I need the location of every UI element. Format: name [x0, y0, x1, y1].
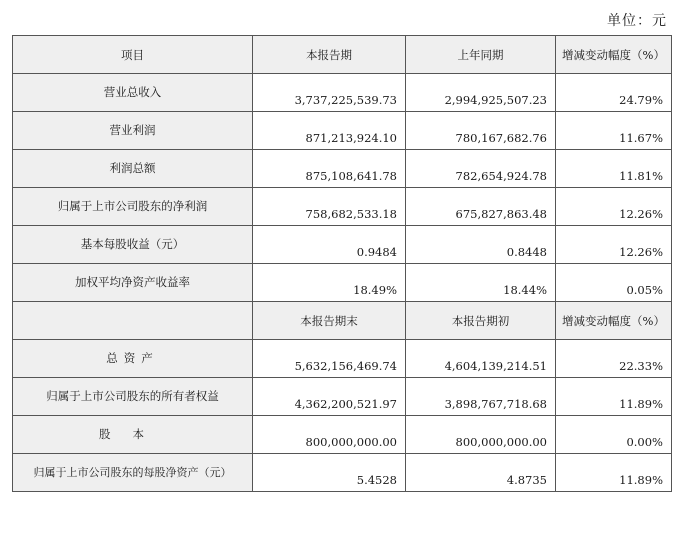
row-label: 营业利润 [13, 112, 253, 150]
row-label: 归属于上市公司股东的所有者权益 [13, 378, 253, 416]
table-row [13, 112, 672, 150]
row-label-text: 总资产 [106, 351, 159, 365]
change-value: 11.89% [556, 454, 672, 492]
table-row [13, 416, 672, 454]
current-value: 0.9484 [253, 226, 406, 264]
current-value: 875,108,641.78 [253, 150, 406, 188]
row-label: 利润总额 [13, 150, 253, 188]
change-value: 0.00% [556, 416, 672, 454]
table-row [13, 340, 672, 378]
row-label: 营业总收入 [13, 74, 253, 112]
current-value: 3,737,225,539.73 [253, 74, 406, 112]
previous-value: 4,604,139,214.51 [406, 340, 556, 378]
current-value: 4,362,200,521.97 [253, 378, 406, 416]
header-item: 项目 [13, 36, 253, 74]
financial-summary-table [12, 35, 672, 492]
header-change: 增减变动幅度（%） [556, 36, 672, 74]
previous-value: 4.8735 [406, 454, 556, 492]
change-value: 12.26% [556, 226, 672, 264]
table-row [13, 150, 672, 188]
subheader-period-end: 本报告期末 [253, 302, 406, 340]
previous-value: 675,827,863.48 [406, 188, 556, 226]
table-row [13, 226, 672, 264]
table-header-row [13, 36, 672, 74]
row-label: 加权平均净资产收益率 [13, 264, 253, 302]
current-value: 800,000,000.00 [253, 416, 406, 454]
row-label-text: 股本 [99, 427, 166, 441]
table-row [13, 378, 672, 416]
header-prior-year: 上年同期 [406, 36, 556, 74]
previous-value: 800,000,000.00 [406, 416, 556, 454]
table-row [13, 188, 672, 226]
previous-value: 782,654,924.78 [406, 150, 556, 188]
current-value: 758,682,533.18 [253, 188, 406, 226]
change-value: 11.67% [556, 112, 672, 150]
unit-label: 单位：元 [607, 13, 667, 29]
current-value: 871,213,924.10 [253, 112, 406, 150]
row-label: 基本每股收益（元） [13, 226, 253, 264]
table-row [13, 454, 672, 492]
previous-value: 0.8448 [406, 226, 556, 264]
current-value: 5,632,156,469.74 [253, 340, 406, 378]
current-value: 5.4528 [253, 454, 406, 492]
row-label [13, 416, 253, 454]
subheader-change: 增减变动幅度（%） [556, 302, 672, 340]
table-row [13, 264, 672, 302]
subheader-item [13, 302, 253, 340]
change-value: 11.89% [556, 378, 672, 416]
row-label: 归属于上市公司股东的每股净资产（元） [13, 454, 253, 492]
change-value: 12.26% [556, 188, 672, 226]
previous-value: 780,167,682.76 [406, 112, 556, 150]
change-value: 11.81% [556, 150, 672, 188]
row-label [13, 340, 253, 378]
current-value: 18.49% [253, 264, 406, 302]
change-value: 22.33% [556, 340, 672, 378]
table-subheader-row [13, 302, 672, 340]
row-label: 归属于上市公司股东的净利润 [13, 188, 253, 226]
previous-value: 18.44% [406, 264, 556, 302]
change-value: 24.79% [556, 74, 672, 112]
table-row [13, 74, 672, 112]
previous-value: 2,994,925,507.23 [406, 74, 556, 112]
change-value: 0.05% [556, 264, 672, 302]
subheader-period-start: 本报告期初 [406, 302, 556, 340]
previous-value: 3,898,767,718.68 [406, 378, 556, 416]
header-current-period: 本报告期 [253, 36, 406, 74]
